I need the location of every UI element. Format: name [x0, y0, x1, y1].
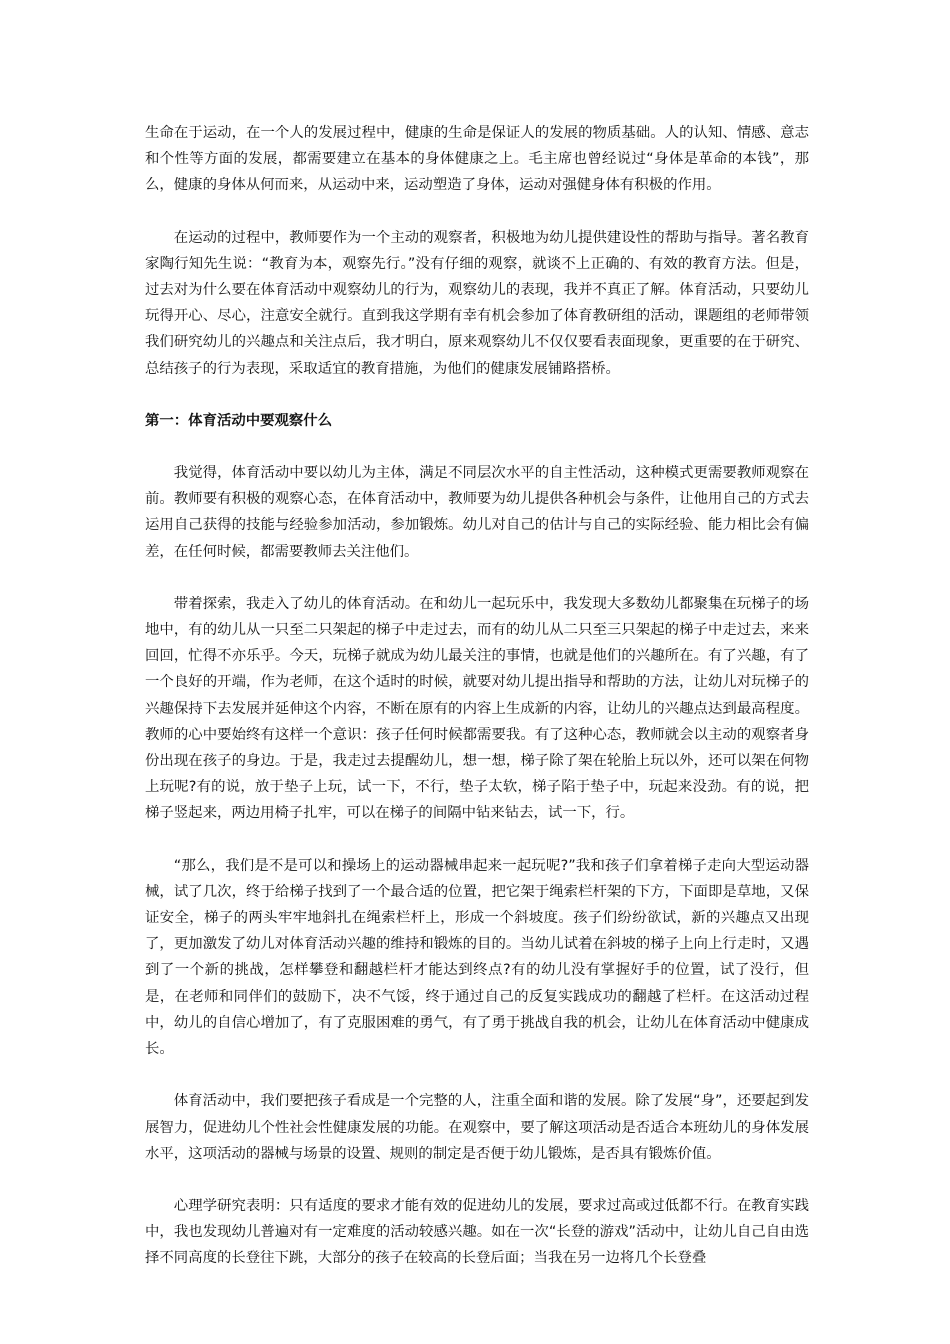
paragraph-holistic: 体育活动中，我们要把孩子看成是一个完整的人，注重全面和谐的发展。除了发展“身”，还要起到发展智力，促进幼儿个性社会性健康发展的功能。在观察中，要了解这项活动是否适合本班幼儿的身体发展水平，这项活动的器械与场景的设置、规则的制定是否便于幼儿锻炼，是否具有锻炼价值。 [145, 1093, 809, 1162]
paragraph-psychology: 心理学研究表明：只有适度的要求才能有效的促进幼儿的发展，要求过高或过低都不行。在教育实践中，我也发现幼儿普遍对有一定难度的活动较感兴趣。如在一次“长登的游戏”活动中，让幼儿自己自由选择不同高度的长登往下跳，大部分的孩子在较高的长登后面；当我在另一边将几个长登叠 [145, 1197, 809, 1267]
section-heading: 第一：体育活动中要观察什么 [145, 412, 333, 429]
paragraph-ladder: 带着探索，我走入了幼儿的体育活动。在和幼儿一起玩乐中，我发现大多数幼儿都聚集在玩梯子的场地中，有的幼儿从一只至二只架起的梯子中走过去，而有的幼儿从二只至三只架起的梯子中走过去，来来回回，忙得不亦乐乎。今天，玩梯子就成为幼儿最关注的事情，也就是他们的兴趣所在。有了兴趣，有了一个良好的开端，作为老师，在这个适时的时候，就要对幼儿提出指导和帮助的方法，让幼儿对玩梯子的兴趣保持下去发展并延伸这个内容，不断在原有的内容上生成新的内容，让幼儿的兴趣点达到最高程度。教师的心中要始终有这样一个意识：孩子任何时候都需要我。有了这种心态，教师就会以主动的观察者身份出现在孩子的身边。于是，我走过去提醒幼儿，想一想，梯子除了架在轮胎上玩以外，还可以架在何物上玩呢?有的说，放于垫子上玩，试一下，不行，垫子太软，梯子陷于垫子中，玩起来没劲。有的说，把梯子竖起来，两边用椅子扎牢，可以在梯子的间隔中钻来钻去，试一下，行。 [145, 595, 809, 822]
paragraph-intro: 生命在于运动，在一个人的发展过程中，健康的生命是保证人的发展的物质基础。人的认知、情感、意志和个性等方面的发展，都需要建立在基本的身体健康之上。毛主席也曾经说过“身体是革命的本钱”，那么，健康的身体从何而来，从运动中来，运动塑造了身体，运动对强健身体有积极的作用。 [145, 125, 809, 194]
paragraph-observer: 在运动的过程中，教师要作为一个主动的观察者，积极地为幼儿提供建设性的帮助与指导。著名教育家陶行知先生说：“教育为本，观察先行。”没有仔细的观察，就谈不上正确的、有效的教育方法。但是，过去对为什么要在体育活动中观察幼儿的行为，观察幼儿的表现，我并不真正了解。体育活动，只要幼儿玩得开心、尽心，注意安全就行。直到我这学期有幸有机会参加了体育教研组的活动，课题组的老师带领我们研究幼儿的兴趣点和关注点后，我才明白，原来观察幼儿不仅仅要看表面现象，更重要的在于研究、总结孩子的行为表现，采取适宜的教育措施，为他们的健康发展铺路搭桥。 [145, 229, 809, 377]
paragraph-equipment: “那么，我们是不是可以和操场上的运动器械串起来一起玩呢?”我和孩子们拿着梯子走向大型运动器械，试了几次，终于给梯子找到了一个最合适的位置，把它架于绳索栏杆架的下方，下面即是草地，又保证安全，梯子的两头牢牢地斜扎在绳索栏杆上，形成一个斜坡度。孩子们纷纷欲试，新的兴趣点又出现了，更加激发了幼儿对体育活动兴趣的维持和锻炼的目的。当幼儿试着在斜坡的梯子上向上行走时，又遇到了一个新的挑战，怎样攀登和翻越栏杆才能达到终点?有的幼儿没有掌握好手的位置，试了没行，但是，在老师和同伴们的鼓励下，决不气馁，终于通过自己的反复实践成功的翻越了栏杆。在这活动过程中，幼儿的自信心增加了，有了克服困难的勇气，有了勇于挑战自我的机会，让幼儿在体育活动中健康成长。 [145, 857, 809, 1058]
document-page [145, 120, 809, 1298]
paragraph-subject: 我觉得，体育活动中要以幼儿为主体，满足不同层次水平的自主性活动，这种模式更需要教师观察在前。教师要有积极的观察心态，在体育活动中，教师要为幼儿提供各种机会与条件，让他用自己的方式去运用自己获得的技能与经验参加活动，参加锻炼。幼儿对自己的估计与自己的实际经验、能力相比会有偏差，在任何时候，都需要教师去关注他们。 [145, 465, 809, 560]
